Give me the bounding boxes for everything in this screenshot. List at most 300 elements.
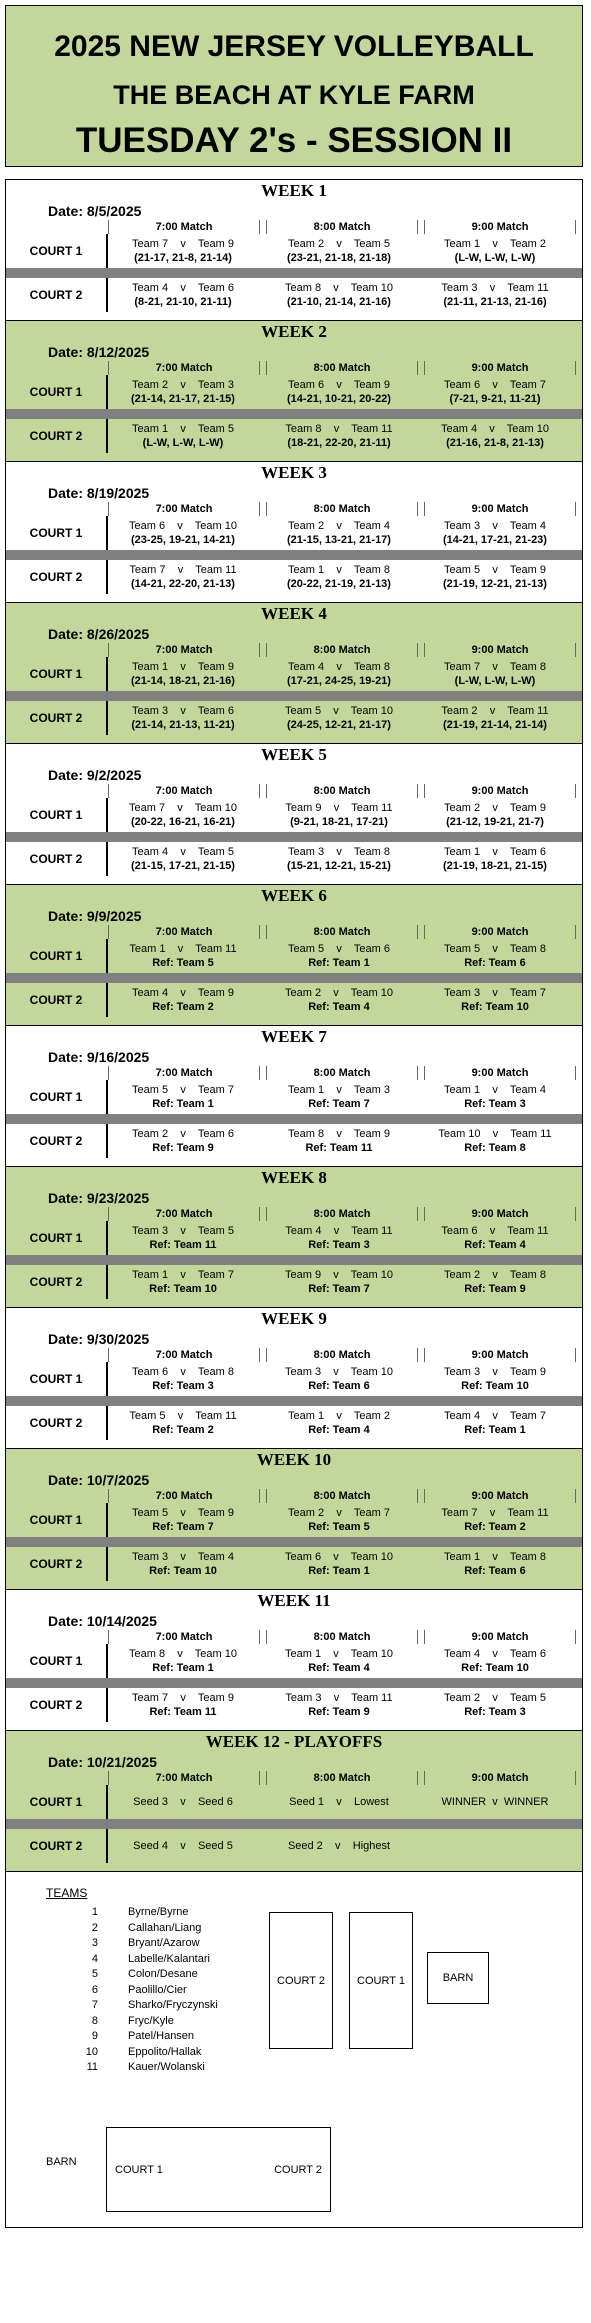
court-row bbox=[6, 419, 582, 453]
matchup: Team 7 v Team 11 bbox=[441, 1507, 549, 1519]
week-title: WEEK 10 bbox=[256, 1450, 332, 1469]
court-divider bbox=[6, 1678, 582, 1688]
team-row bbox=[58, 1968, 258, 1980]
court-divider bbox=[6, 691, 582, 701]
court-row bbox=[6, 939, 582, 973]
matchup: Team 6 v Team 8 bbox=[132, 1366, 234, 1378]
match-score: (24-25, 12-21, 21-17) bbox=[287, 719, 391, 731]
title-league: 2025 NEW JERSEY VOLLEYBALL bbox=[54, 30, 534, 63]
court-label: COURT 2 bbox=[6, 983, 108, 1017]
match-header-row bbox=[108, 1207, 582, 1221]
matchup: Team 5 v Team 8 bbox=[444, 943, 546, 955]
matchup: Team 2 v Team 9 bbox=[444, 802, 546, 814]
match-cell bbox=[420, 516, 570, 550]
week-date: Date: 8/19/2025 bbox=[48, 485, 150, 501]
match-cell bbox=[420, 657, 570, 691]
week-spacer bbox=[6, 1440, 582, 1448]
bottom-court-1-label: COURT 1 bbox=[115, 2163, 163, 2176]
matchup: Team 5 v Team 11 bbox=[129, 1410, 237, 1422]
team-number: 5 bbox=[91, 1968, 98, 1980]
matchup: Team 3 v Team 4 bbox=[132, 1551, 234, 1563]
week-date: Date: 9/30/2025 bbox=[48, 1331, 150, 1347]
matchup: Team 2 v Team 5 bbox=[288, 238, 390, 250]
matchup: Team 8 v Team 9 bbox=[288, 1128, 390, 1140]
referee: Ref: Team 6 bbox=[308, 1380, 370, 1392]
match-cell bbox=[420, 1547, 570, 1581]
team-name: Colon/Desane bbox=[128, 1968, 198, 1980]
team-row bbox=[58, 2046, 258, 2058]
week-spacer bbox=[6, 1299, 582, 1307]
matchup: Team 1 v Team 8 bbox=[444, 1551, 546, 1563]
referee: Ref: Team 10 bbox=[461, 1001, 529, 1013]
court-divider bbox=[6, 1114, 582, 1124]
week-spacer bbox=[6, 1722, 582, 1730]
team-name: Sharko/Fryczynski bbox=[128, 1999, 218, 2011]
team-row bbox=[58, 2030, 258, 2042]
court-row bbox=[6, 1785, 582, 1819]
week-date: Date: 9/2/2025 bbox=[48, 767, 142, 783]
matchup: Team 3 v Team 8 bbox=[288, 846, 390, 858]
match-cell bbox=[108, 1362, 258, 1396]
referee: Ref: Team 9 bbox=[308, 1706, 370, 1718]
week-title: WEEK 3 bbox=[261, 463, 327, 482]
referee: Ref: Team 6 bbox=[464, 1565, 526, 1577]
week-date: Date: 9/16/2025 bbox=[48, 1049, 150, 1065]
court-label: COURT 2 bbox=[6, 419, 108, 453]
match-cell bbox=[108, 1406, 258, 1440]
team-number: 7 bbox=[91, 1999, 98, 2011]
match-cell bbox=[264, 1785, 414, 1819]
court-row bbox=[6, 1221, 582, 1255]
match-cell bbox=[264, 1080, 414, 1114]
bottom-barn-label: BARN bbox=[46, 2156, 77, 2168]
court-row bbox=[6, 1829, 582, 1863]
match-cell bbox=[264, 657, 414, 691]
matchup: Team 1 v Team 7 bbox=[132, 1269, 234, 1281]
matchup: Team 7 v Team 10 bbox=[128, 802, 237, 814]
match-cell bbox=[420, 983, 570, 1017]
week-title: WEEK 6 bbox=[261, 886, 327, 905]
referee: Ref: Team 1 bbox=[308, 957, 370, 969]
week-date: Date: 8/5/2025 bbox=[48, 203, 142, 219]
match-time-header: 8:00 Match bbox=[266, 1489, 418, 1503]
match-cell bbox=[264, 1406, 414, 1440]
week-title: WEEK 2 bbox=[261, 322, 327, 341]
matchup: Team 3 v Team 4 bbox=[444, 520, 546, 532]
week-spacer bbox=[6, 312, 582, 320]
match-cell bbox=[420, 375, 570, 409]
court-row bbox=[6, 657, 582, 691]
match-cell bbox=[420, 1124, 570, 1158]
court-divider bbox=[6, 1255, 582, 1265]
team-row bbox=[58, 1937, 258, 1949]
match-score: (21-11, 21-13, 21-16) bbox=[443, 296, 547, 308]
matchup: Team 1 v Team 8 bbox=[288, 564, 390, 576]
map-barn-label: BARN bbox=[442, 1972, 474, 1984]
match-header-row bbox=[108, 925, 582, 939]
court-row bbox=[6, 560, 582, 594]
court-row bbox=[6, 375, 582, 409]
match-time-header: 7:00 Match bbox=[108, 784, 260, 798]
matchup: Team 3 v Team 11 bbox=[285, 1692, 393, 1704]
match-header-row bbox=[108, 643, 582, 657]
match-score: (21-17, 21-8, 21-14) bbox=[134, 252, 232, 264]
match-cell bbox=[108, 1829, 258, 1863]
court-label: COURT 1 bbox=[6, 1503, 108, 1537]
court-label: COURT 1 bbox=[6, 234, 108, 268]
court-label: COURT 2 bbox=[6, 1829, 108, 1863]
match-cell bbox=[420, 1688, 570, 1722]
week-date: Date: 10/14/2025 bbox=[48, 1613, 157, 1629]
team-number: 6 bbox=[91, 1983, 98, 1996]
match-time-header: 7:00 Match bbox=[108, 1207, 260, 1221]
match-cell bbox=[108, 278, 258, 312]
week-block bbox=[6, 320, 582, 461]
court-label: COURT 2 bbox=[6, 1124, 108, 1158]
referee: Ref: Team 1 bbox=[464, 1424, 526, 1436]
court-row bbox=[6, 1265, 582, 1299]
match-score: (20-22, 16-21, 16-21) bbox=[131, 816, 235, 828]
matchup: Team 4 v Team 11 bbox=[285, 1225, 393, 1237]
bottom-court-2-label: COURT 2 bbox=[274, 2163, 322, 2176]
match-cell bbox=[264, 701, 414, 735]
team-name: Patel/Hansen bbox=[128, 2030, 195, 2042]
match-cell bbox=[420, 842, 570, 876]
court-label: COURT 2 bbox=[6, 1265, 108, 1299]
matchup: Team 1 v Team 2 bbox=[288, 1410, 390, 1422]
match-time-header: 9:00 Match bbox=[424, 1348, 576, 1362]
matchup: Team 4 v Team 5 bbox=[132, 846, 234, 858]
matchup: Team 8 v Team 11 bbox=[285, 423, 393, 435]
week-title: WEEK 11 bbox=[257, 1591, 331, 1610]
match-header-row bbox=[108, 1348, 582, 1362]
teams-and-map bbox=[5, 1871, 583, 2228]
court-label: COURT 1 bbox=[6, 1644, 108, 1678]
match-score: (14-21, 17-21, 21-23) bbox=[443, 534, 547, 546]
matchup: Team 1 v Team 4 bbox=[444, 1084, 546, 1096]
team-row bbox=[58, 1922, 258, 1934]
week-title: WEEK 5 bbox=[261, 745, 327, 764]
referee: Ref: Team 10 bbox=[149, 1565, 217, 1577]
match-cell bbox=[108, 560, 258, 594]
matchup: Team 2 v Team 4 bbox=[288, 520, 390, 532]
teams-heading: TEAMS bbox=[46, 1886, 88, 1900]
match-score: (21-15, 13-21, 21-17) bbox=[287, 534, 391, 546]
matchup: Team 7 v Team 11 bbox=[129, 564, 237, 576]
title-venue: THE BEACH AT KYLE FARM bbox=[113, 80, 475, 110]
referee: Ref: Team 4 bbox=[308, 1424, 370, 1436]
match-score: (21-14, 21-17, 21-15) bbox=[131, 393, 235, 405]
match-time-header: 9:00 Match bbox=[424, 502, 576, 516]
match-cell bbox=[420, 1080, 570, 1114]
match-cell bbox=[108, 1221, 258, 1255]
court-row bbox=[6, 1406, 582, 1440]
match-cell bbox=[264, 842, 414, 876]
team-number: 2 bbox=[91, 1921, 98, 1934]
week-date: Date: 9/9/2025 bbox=[48, 908, 142, 924]
match-cell bbox=[108, 657, 258, 691]
referee: Ref: Team 7 bbox=[152, 1521, 214, 1533]
team-name: Paolillo/Cier bbox=[128, 1983, 187, 1996]
match-time-header: 8:00 Match bbox=[266, 1630, 418, 1644]
match-score: (21-19, 18-21, 21-15) bbox=[443, 860, 547, 872]
week-spacer bbox=[6, 735, 582, 743]
match-cell bbox=[264, 1547, 414, 1581]
match-score: (14-21, 10-21, 20-22) bbox=[287, 393, 391, 405]
court-label: COURT 1 bbox=[6, 1080, 108, 1114]
match-cell bbox=[420, 1785, 570, 1819]
week-spacer bbox=[6, 1158, 582, 1166]
match-time-header: 9:00 Match bbox=[424, 1489, 576, 1503]
match-cell bbox=[108, 1688, 258, 1722]
court-row bbox=[6, 701, 582, 735]
matchup: Team 3 v Team 11 bbox=[441, 282, 549, 294]
matchup: Seed 3 v Seed 6 bbox=[133, 1796, 233, 1808]
referee: Ref: Team 10 bbox=[461, 1380, 529, 1392]
court-row bbox=[6, 234, 582, 268]
week-spacer bbox=[6, 1017, 582, 1025]
matchup: Team 8 v Team 10 bbox=[128, 1648, 237, 1660]
matchup: Team 2 v Team 8 bbox=[444, 1269, 546, 1281]
matchup: Team 8 v Team 10 bbox=[284, 282, 393, 294]
match-cell bbox=[264, 1221, 414, 1255]
match-cell bbox=[420, 1362, 570, 1396]
week-spacer bbox=[6, 876, 582, 884]
week-block bbox=[6, 1730, 582, 1871]
match-cell bbox=[420, 1829, 570, 1863]
team-row bbox=[58, 2061, 258, 2073]
match-cell bbox=[264, 1829, 414, 1863]
week-block bbox=[6, 1025, 582, 1166]
team-name: Labelle/Kalantari bbox=[128, 1952, 210, 1965]
matchup: Team 6 v Team 10 bbox=[128, 520, 237, 532]
week-block bbox=[6, 1307, 582, 1448]
match-time-header: 9:00 Match bbox=[424, 361, 576, 375]
referee: Ref: Team 10 bbox=[149, 1283, 217, 1295]
court-row bbox=[6, 1688, 582, 1722]
court-label: COURT 2 bbox=[6, 1688, 108, 1722]
matchup: Team 6 v Team 9 bbox=[288, 379, 390, 391]
weeks-schedule bbox=[5, 179, 583, 1871]
match-header-row bbox=[108, 1489, 582, 1503]
court-divider bbox=[6, 973, 582, 983]
match-score: (L-W, L-W, L-W) bbox=[142, 437, 224, 449]
map-court-2 bbox=[269, 1912, 333, 2049]
team-row bbox=[58, 1999, 258, 2011]
matchup: Team 2 v Team 3 bbox=[132, 379, 234, 391]
referee: Ref: Team 5 bbox=[152, 957, 214, 969]
team-name: Fryc/Kyle bbox=[128, 2014, 174, 2027]
matchup: Team 3 v Team 5 bbox=[132, 1225, 234, 1237]
match-cell bbox=[264, 1124, 414, 1158]
week-block bbox=[6, 461, 582, 602]
team-name: Eppolito/Hallak bbox=[128, 2045, 202, 2058]
court-divider bbox=[6, 1537, 582, 1547]
match-header-row bbox=[108, 1066, 582, 1080]
court-divider bbox=[6, 832, 582, 842]
team-row bbox=[58, 1953, 258, 1965]
match-cell bbox=[420, 1644, 570, 1678]
match-time-header: 7:00 Match bbox=[108, 1771, 260, 1785]
matchup: Team 5 v Team 9 bbox=[444, 564, 546, 576]
matchup: Team 5 v Team 10 bbox=[284, 705, 393, 717]
match-cell bbox=[264, 798, 414, 832]
referee: Ref: Team 4 bbox=[464, 1239, 526, 1251]
court-row bbox=[6, 1362, 582, 1396]
match-score: (23-21, 21-18, 21-18) bbox=[287, 252, 391, 264]
match-score: (21-19, 12-21, 21-13) bbox=[443, 578, 547, 590]
match-cell bbox=[420, 278, 570, 312]
week-spacer bbox=[6, 1863, 582, 1871]
week-date: Date: 10/7/2025 bbox=[48, 1472, 150, 1488]
referee: Ref: Team 2 bbox=[152, 1001, 214, 1013]
match-time-header: 7:00 Match bbox=[108, 1489, 260, 1503]
matchup: Team 4 v Team 8 bbox=[288, 661, 390, 673]
referee: Ref: Team 3 bbox=[308, 1239, 370, 1251]
map-court-2-label: COURT 2 bbox=[277, 1974, 325, 1987]
court-label: COURT 2 bbox=[6, 842, 108, 876]
matchup: Team 7 v Team 8 bbox=[444, 661, 546, 673]
match-score: (21-19, 21-14, 21-14) bbox=[443, 719, 547, 731]
match-header-row bbox=[108, 784, 582, 798]
match-score: (23-25, 19-21, 14-21) bbox=[131, 534, 235, 546]
team-number: 11 bbox=[86, 2061, 98, 2073]
court-label: COURT 1 bbox=[6, 657, 108, 691]
matchup: Team 1 v Team 11 bbox=[129, 943, 237, 955]
court-label: COURT 2 bbox=[6, 1547, 108, 1581]
team-row bbox=[58, 2015, 258, 2027]
week-date: Date: 8/12/2025 bbox=[48, 344, 150, 360]
schedule-page bbox=[5, 0, 585, 2228]
match-score: (20-22, 21-19, 21-13) bbox=[287, 578, 391, 590]
court-label: COURT 2 bbox=[6, 1406, 108, 1440]
week-date: Date: 8/26/2025 bbox=[48, 626, 150, 642]
court-label: COURT 1 bbox=[6, 1785, 108, 1819]
matchup: Team 4 v Team 9 bbox=[132, 987, 234, 999]
matchup: Team 5 v Team 6 bbox=[288, 943, 390, 955]
week-title: WEEK 9 bbox=[261, 1309, 327, 1328]
match-cell bbox=[420, 1503, 570, 1537]
team-name: Byrne/Byrne bbox=[128, 1906, 189, 1918]
match-cell bbox=[420, 1265, 570, 1299]
matchup: Seed 1 v Lowest bbox=[289, 1796, 389, 1808]
court-label: COURT 1 bbox=[6, 516, 108, 550]
matchup: Team 3 v Team 7 bbox=[444, 987, 546, 999]
team-number: 1 bbox=[91, 1906, 98, 1918]
court-row bbox=[6, 1503, 582, 1537]
title-banner bbox=[5, 5, 583, 167]
referee: Ref: Team 2 bbox=[464, 1521, 526, 1533]
match-cell bbox=[264, 234, 414, 268]
bottom-courts-map bbox=[106, 2127, 331, 2212]
matchup: Team 4 v Team 7 bbox=[444, 1410, 546, 1422]
referee: Ref: Team 6 bbox=[464, 957, 526, 969]
match-time-header: 7:00 Match bbox=[108, 502, 260, 516]
match-cell bbox=[108, 516, 258, 550]
match-cell bbox=[264, 375, 414, 409]
matchup: Team 2 v Team 6 bbox=[132, 1128, 234, 1140]
match-time-header: 7:00 Match bbox=[108, 1066, 260, 1080]
week-spacer bbox=[6, 1581, 582, 1589]
week-title: WEEK 12 - PLAYOFFS bbox=[205, 1732, 383, 1751]
matchup: Team 4 v Team 10 bbox=[440, 423, 549, 435]
court-divider bbox=[6, 268, 582, 278]
match-time-header: 7:00 Match bbox=[108, 220, 260, 234]
matchup: Team 10 v Team 11 bbox=[438, 1128, 552, 1140]
match-cell bbox=[420, 798, 570, 832]
match-score: (8-21, 21-10, 21-11) bbox=[134, 296, 232, 308]
match-score: (21-10, 21-14, 21-16) bbox=[287, 296, 391, 308]
match-time-header: 8:00 Match bbox=[266, 1207, 418, 1221]
match-score: (21-16, 21-8, 21-13) bbox=[446, 437, 544, 449]
matchup: Seed 2 v Highest bbox=[287, 1840, 391, 1852]
match-score: (21-14, 18-21, 21-16) bbox=[131, 675, 235, 687]
match-score: (15-21, 12-21, 15-21) bbox=[287, 860, 391, 872]
match-time-header: 9:00 Match bbox=[424, 925, 576, 939]
court-row bbox=[6, 1547, 582, 1581]
week-block bbox=[6, 179, 582, 320]
matchup: Team 1 v Team 2 bbox=[444, 238, 546, 250]
court-row bbox=[6, 842, 582, 876]
court-label: COURT 1 bbox=[6, 1362, 108, 1396]
referee: Ref: Team 10 bbox=[461, 1662, 529, 1674]
match-cell bbox=[264, 1503, 414, 1537]
referee: Ref: Team 3 bbox=[464, 1098, 526, 1110]
match-time-header: 7:00 Match bbox=[108, 1348, 260, 1362]
match-header-row bbox=[108, 220, 582, 234]
matchup: Team 2 v Team 11 bbox=[441, 705, 549, 717]
match-time-header: 8:00 Match bbox=[266, 925, 418, 939]
match-header-row bbox=[108, 361, 582, 375]
week-block bbox=[6, 1166, 582, 1307]
court-label: COURT 2 bbox=[6, 701, 108, 735]
match-cell bbox=[108, 375, 258, 409]
match-cell bbox=[108, 1547, 258, 1581]
referee: Ref: Team 5 bbox=[308, 1521, 370, 1533]
week-block bbox=[6, 1589, 582, 1730]
match-score: (18-21, 22-20, 21-11) bbox=[287, 437, 391, 449]
matchup: Team 9 v Team 10 bbox=[284, 1269, 393, 1281]
match-cell bbox=[108, 983, 258, 1017]
week-block bbox=[6, 1448, 582, 1589]
match-cell bbox=[108, 1080, 258, 1114]
match-time-header: 9:00 Match bbox=[424, 220, 576, 234]
matchup: Team 7 v Team 9 bbox=[132, 1692, 234, 1704]
map-barn bbox=[427, 1952, 489, 2004]
referee: Ref: Team 1 bbox=[152, 1662, 214, 1674]
match-cell bbox=[108, 939, 258, 973]
referee: Ref: Team 7 bbox=[308, 1283, 370, 1295]
court-row bbox=[6, 983, 582, 1017]
match-score: (9-21, 18-21, 17-21) bbox=[290, 816, 388, 828]
match-time-header: 8:00 Match bbox=[266, 643, 418, 657]
match-header-row bbox=[108, 1771, 582, 1785]
week-title: WEEK 4 bbox=[261, 604, 327, 623]
match-cell bbox=[108, 1503, 258, 1537]
week-date: Date: 10/21/2025 bbox=[48, 1754, 157, 1770]
match-time-header: 9:00 Match bbox=[424, 1066, 576, 1080]
court-label: COURT 2 bbox=[6, 560, 108, 594]
referee: Ref: Team 8 bbox=[464, 1142, 526, 1154]
referee: Ref: Team 11 bbox=[305, 1142, 373, 1154]
court-divider bbox=[6, 1819, 582, 1829]
match-score: (14-21, 22-20, 21-13) bbox=[131, 578, 235, 590]
matchup: Team 9 v Team 11 bbox=[285, 802, 393, 814]
match-cell bbox=[264, 516, 414, 550]
match-cell bbox=[108, 1785, 258, 1819]
court-row bbox=[6, 798, 582, 832]
title-session: TUESDAY 2's - SESSION II bbox=[75, 121, 513, 160]
